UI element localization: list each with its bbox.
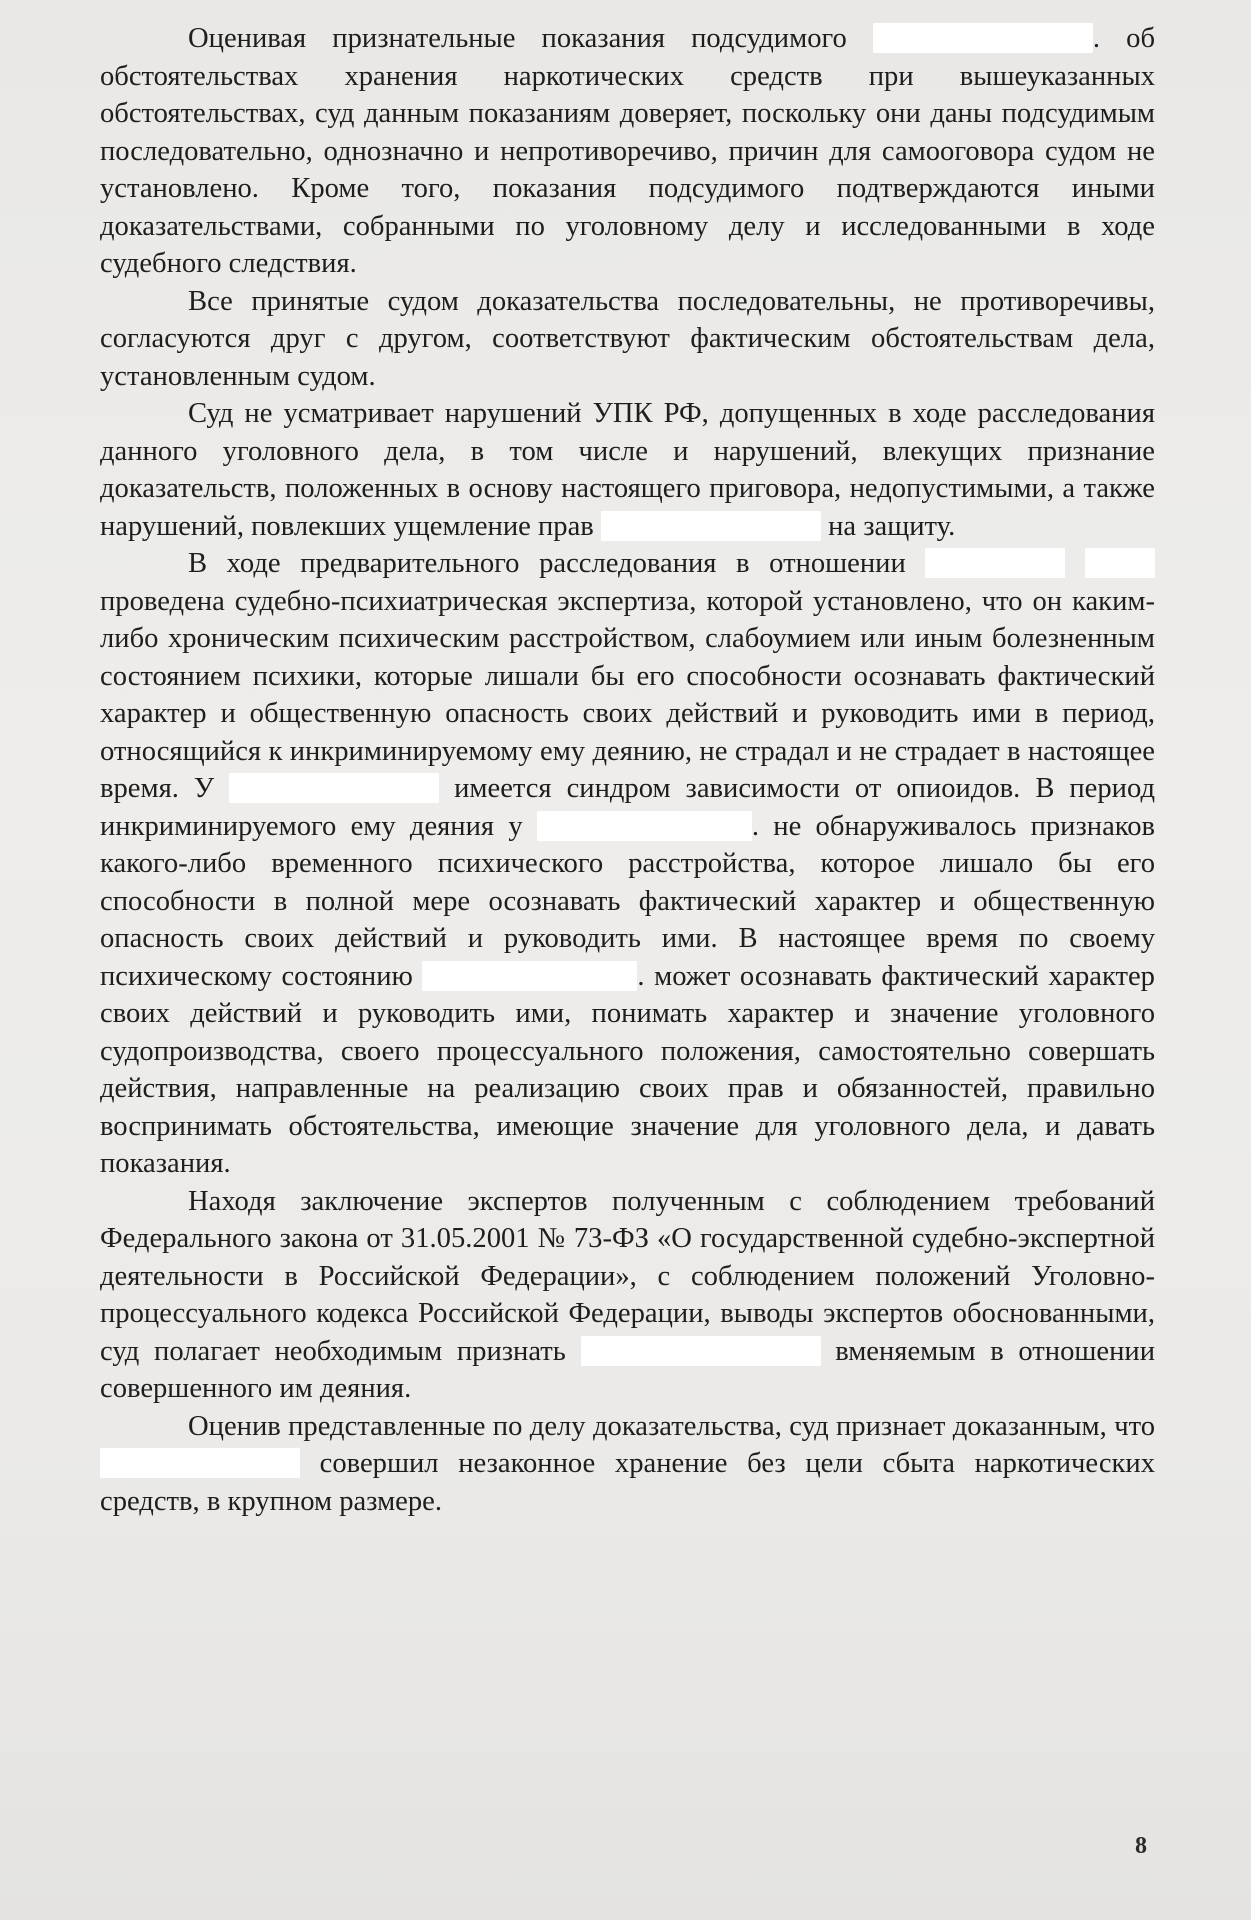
paragraph [100, 20, 1155, 283]
redacted-name [925, 548, 1065, 578]
redacted-name [229, 773, 439, 803]
paragraph-text: . не обнаруживалось признаков какого-либо временного психического расстройства, которое лишало бы его способности в полной мере осознавать фактический характер и общественную опасность своих действий и руководить ими. В настоящее время по своему психическому состоянию [100, 810, 1156, 992]
redacted-name [601, 511, 821, 541]
paragraph [100, 283, 1155, 396]
redacted-name [100, 1448, 300, 1478]
paragraph-text: на защиту. [820, 510, 956, 542]
paragraph-text: Суд не усматривает нарушений УПК РФ, допущенных в ходе расследования данного уголовного дела, в том числе и нарушений, влекущих признание доказательств, положенных в основу настоящего приговора, недопустимыми, а также нарушений, повлекших ущемление прав [100, 398, 1155, 542]
page-number: 8 [1135, 1833, 1147, 1859]
redacted-name [537, 811, 752, 841]
paragraph-text: . может осознавать фактический характер своих действий и руководить ими, понимать характер и значение уголовного судопроизводства, своего процессуального положения, самостоятельно совершать действия, направленные на реализацию своих прав и обязанностей, правильно воспринимать обстоятельства, имеющие значение для уголовного дела, и давать показания. [100, 960, 1155, 1179]
redacted-name [422, 961, 637, 991]
paragraph-text: Оценивая признательные показания подсудимого [188, 23, 873, 54]
paragraph-text: Находя заключение экспертов полученным с соблюдением требований Федерального закона от 31.05.2001 № 73-ФЗ «О государственной судебно-экспертной деятельности в Российской Федерации», с соблюдением положений Уголовно-процессуального кодекса Российской Федерации, выводы экспертов обоснованными, суд полагает необходимым признать [100, 1185, 1155, 1367]
paragraph-text: совершил незаконное хранение без цели сбыта наркотических средств, в крупном размере. [100, 1448, 1155, 1517]
paragraph-text: . об обстоятельствах хранения наркотических средств при вышеуказанных обстоятельствах, суд данным показаниям доверяет, поскольку они даны подсудимым последовательно, однозначно и непротиворечиво, причин для самооговора судом не установлено. Кроме того, показания подсудимого подтверждаются иными доказательствами, собранными по уголовному делу и исследованными в ходе судебного следствия. [100, 23, 1155, 279]
redacted-name [1085, 548, 1155, 578]
paragraph-text: вменяемым в отношении совершенного им деяния. [100, 1335, 1156, 1404]
paragraph-text: В ходе предварительного расследования в отношении [188, 548, 926, 579]
paragraph [100, 1183, 1155, 1408]
redacted-name [873, 23, 1093, 53]
paragraph-text [1065, 548, 1085, 579]
paragraph-text: проведена судебно-психиатрическая экспертиза, которой установлено, что он каким-либо хроническим психическим расстройством, слабоумием или иным болезненным состоянием психики, которые лишали бы его способности осознавать фактический характер и общественную опасность своих действий и руководить ими в период, относящийся к инкриминируемому ему деянию, не страдал и не страдает в настоящее время. У [100, 585, 1155, 804]
redacted-name [581, 1336, 821, 1366]
paragraph [100, 1408, 1155, 1521]
paragraph-text: Все принятые судом доказательства последовательны, не противоречивы, согласуются друг с другом, соответствуют фактическим обстоятельствам дела, установленным судом. [100, 285, 1155, 392]
paragraph-text: Оценив представленные по делу доказательства, суд признает доказанным, что [188, 1410, 1155, 1442]
paragraph [100, 545, 1155, 1183]
paragraph-text: имеется синдром зависимости от опиоидов. В период инкриминируемого ему деяния у [100, 773, 1155, 842]
document-body [100, 20, 1155, 1520]
paragraph [100, 395, 1155, 545]
